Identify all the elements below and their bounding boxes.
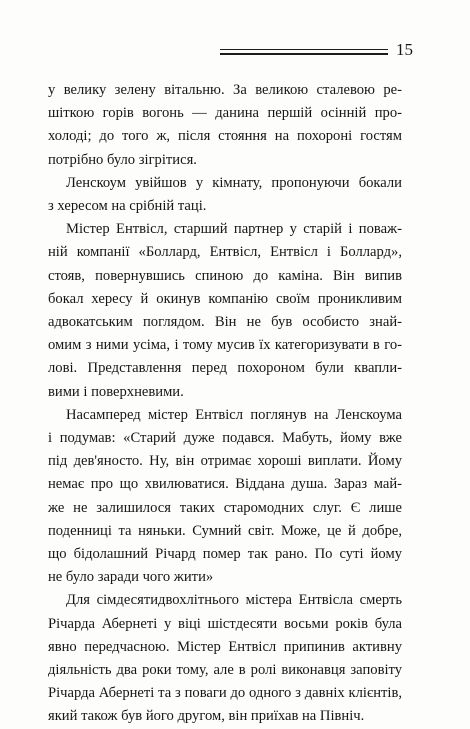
text-line: стояв, повернувшись спиною до каміна. Він випив [48,267,402,284]
text-line: вими і поверхневими. [48,383,184,400]
page-number: 15 [396,40,413,59]
text-line: потрібно було зігрітися. [48,151,197,168]
text-line: з хересом на срібній таці. [48,198,207,215]
text-line: лові. Представлення перед похороном були квапли- [48,360,402,377]
text-line: у велику зелену вітальню. За великою сталевою ре- [48,82,402,98]
text-line: діяльність два роки тому, але в ролі виконавця заповіту [48,662,402,679]
text-line: який також був його другом, він приїхав на Північ. [48,708,365,725]
text-line: явно передчасною. Містер Ентвісл припинив активну [48,638,402,655]
header-rule-thin [220,49,388,50]
text-line: що бідолашний Річард помер так рано. По суті йому [48,546,402,563]
text-line: поденниці та няньки. Сумний світ. Може, це й добре, [48,522,402,539]
text-line: під дев'яносто. Ну, він отримає хороші виплати. Йому [48,453,402,470]
body-text [48,79,402,729]
text-line: Насамперед містер Ентвісл поглянув на Ленскоума [66,406,402,423]
text-line: Ленскоум увійшов у кімнату, пропонуючи бокали [66,174,402,191]
text-line: бокал хересу й окинув компанію своїм проникливим [48,290,402,307]
text-line: Для сімдесятидвохлітнього містера Ентвісла смерть [66,592,402,609]
text-line: холоді; до того ж, після стояння на похороні гостям [48,128,402,145]
text-line: немає про що хвилюватися. Віддана душа. Зараз май- [48,476,402,493]
text-line: Містер Ентвісл, старший партнер у старій і поваж- [66,221,402,238]
text-line: Річарда Абернеті у віці шістдесяти восьми років була [48,615,402,632]
text-line: ній компанії «Боллард, Ентвісл, Ентвісл і Боллард», [48,244,402,261]
text-line: Річарда Абернеті та з поваги до одного з давніх клієнтів, [48,685,402,702]
text-line: не було заради чого жити» [48,569,214,586]
text-line: омим з ними усіма, і тому мусив їх категоризувати в го- [48,337,402,354]
header-rule-thick [220,53,388,55]
text-line: і подумав: «Старий дуже подався. Мабуть, йому вже [48,430,402,447]
text-line: адвокатським поглядом. Він не був особисто знай- [48,314,402,331]
text-line: шіткою горів вогонь — данина першій осінній про- [48,105,402,122]
text-line: же не залишилося таких старомодних слуг. Є лише [48,499,402,516]
